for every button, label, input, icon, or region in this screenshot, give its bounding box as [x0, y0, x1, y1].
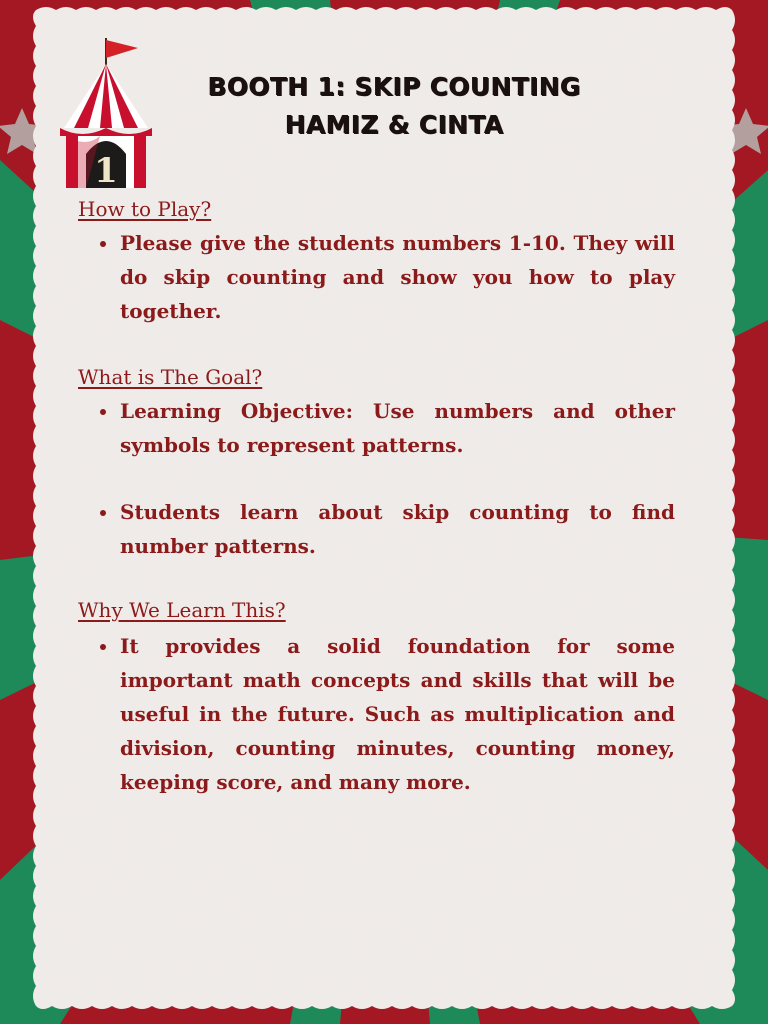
svg-text:1: 1	[94, 151, 118, 191]
section-heading-why-learn: Why We Learn This?	[78, 598, 286, 622]
section-heading-goal: What is The Goal?	[78, 365, 263, 389]
list-item: Students learn about skip counting to find number patterns.	[120, 495, 675, 563]
bullet-icon	[100, 241, 106, 247]
list-item: It provides a solid foundation for some important math concepts and skills that will be useful in the future. Such as multiplication and division, counting minutes, counting money, keeping score, and many more.	[120, 629, 675, 799]
booth-hosts: HAMIZ & CINTA	[284, 110, 504, 139]
list-item: Please give the students numbers 1-10. They will do skip counting and show you how to play together.	[120, 226, 675, 328]
section-heading-how-to-play: How to Play?	[78, 197, 212, 221]
list-item: Learning Objective: Use numbers and other symbols to represent patterns.	[120, 394, 675, 462]
bullet-icon	[100, 644, 106, 650]
booth-title: BOOTH 1: SKIP COUNTING	[207, 72, 581, 101]
bullet-icon	[100, 510, 106, 516]
bullet-icon	[100, 409, 106, 415]
